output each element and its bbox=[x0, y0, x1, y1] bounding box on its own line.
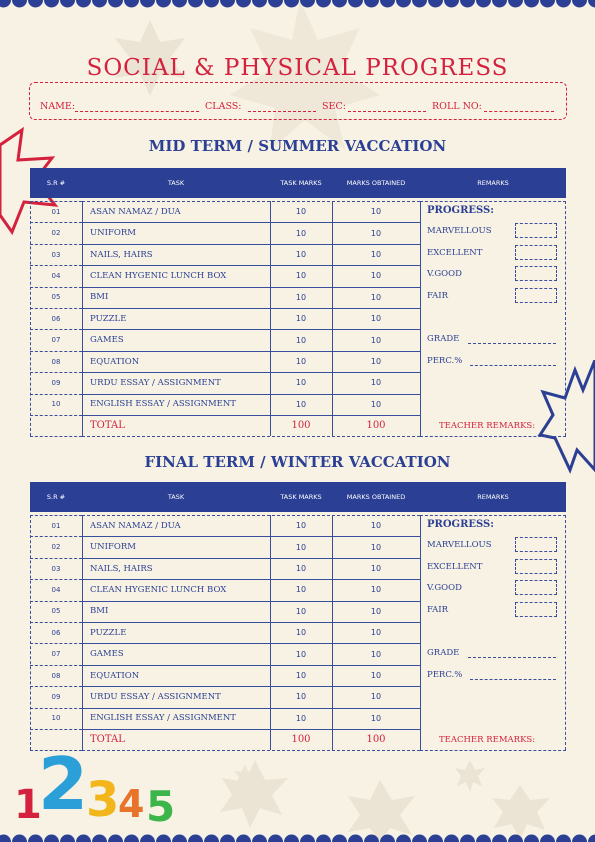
marks-obtained-cell: 10 bbox=[370, 250, 382, 260]
name-label: NAME: bbox=[40, 101, 76, 112]
task-cell: PUZZLE bbox=[90, 313, 127, 324]
task-cell: UNIFORM bbox=[90, 228, 136, 239]
sr-cell: 09 bbox=[51, 378, 61, 387]
teacher-remarks-label: TEACHER REMARKS: bbox=[439, 421, 536, 431]
progress-label: PROGRESS: bbox=[427, 519, 494, 530]
sr-cell: 05 bbox=[51, 607, 61, 616]
marvellous-checkbox[interactable] bbox=[515, 223, 557, 238]
vgood-checkbox[interactable] bbox=[515, 266, 557, 281]
roll-no-label: ROLL NO: bbox=[432, 101, 482, 112]
sr-cell: 02 bbox=[51, 543, 61, 552]
vgood-label: V.GOOD bbox=[427, 269, 462, 279]
task-marks-cell: 10 bbox=[295, 207, 307, 217]
task-cell: CLEAN HYGENIC LUNCH BOX bbox=[90, 270, 227, 281]
table-vertical-rule bbox=[420, 201, 421, 436]
task-cell: NAILS, HAIRS bbox=[90, 563, 153, 574]
task-cell: CLEAN HYGENIC LUNCH BOX bbox=[90, 584, 227, 595]
marks-obtained-cell: 10 bbox=[370, 713, 382, 723]
task-column-header: TASK bbox=[167, 493, 185, 501]
task-marks-cell: 10 bbox=[295, 521, 307, 531]
total-task-marks: 100 bbox=[291, 734, 311, 746]
excellent-label: EXCELLENT bbox=[427, 562, 483, 572]
task-cell: URDU ESSAY / ASSIGNMENT bbox=[90, 377, 221, 388]
total-marks-obtained: 100 bbox=[366, 420, 386, 432]
marks-obtained-cell: 10 bbox=[370, 521, 382, 531]
class-label: CLASS: bbox=[205, 101, 242, 112]
table-horizontal-rule bbox=[420, 750, 566, 751]
table-horizontal-rule bbox=[420, 201, 566, 202]
task-cell: ENGLISH ESSAY / ASSIGNMENT bbox=[90, 399, 236, 410]
table-row bbox=[30, 579, 420, 601]
task-cell: ASAN NAMAZ / DUA bbox=[90, 520, 181, 531]
marvellous-checkbox[interactable] bbox=[515, 537, 557, 552]
progress-table bbox=[30, 168, 566, 438]
sr-cell: 05 bbox=[51, 293, 61, 302]
table-vertical-rule bbox=[565, 515, 566, 750]
sr-cell: 08 bbox=[51, 671, 61, 680]
task-marks-cell: 10 bbox=[295, 314, 307, 324]
vgood-label: V.GOOD bbox=[427, 583, 462, 593]
grade-field[interactable] bbox=[468, 343, 556, 344]
table-horizontal-rule bbox=[82, 436, 420, 437]
section-heading: MID TERM / SUMMER VACCATION bbox=[148, 137, 447, 155]
sr-cell: 07 bbox=[51, 650, 61, 659]
task-column-header: TASK bbox=[167, 179, 185, 187]
fair-label: FAIR bbox=[427, 605, 449, 615]
table-row bbox=[30, 308, 420, 330]
marvellous-label: MARVELLOUS bbox=[427, 540, 492, 550]
task-cell: GAMES bbox=[90, 335, 124, 346]
task-marks-cell: 10 bbox=[295, 378, 307, 388]
table-row bbox=[30, 201, 420, 223]
progress-table bbox=[30, 482, 566, 752]
percentage-field[interactable] bbox=[470, 365, 556, 366]
task-cell: UNIFORM bbox=[90, 542, 136, 553]
task-marks-cell: 10 bbox=[295, 564, 307, 574]
grade-label: GRADE bbox=[427, 334, 460, 344]
table-row bbox=[30, 329, 420, 351]
marks-obtained-cell: 10 bbox=[370, 564, 382, 574]
table-row bbox=[30, 643, 420, 665]
total-label: TOTAL bbox=[90, 420, 125, 432]
top-scallop-border bbox=[0, 0, 595, 14]
task-marks-cell: 10 bbox=[295, 250, 307, 260]
total-marks-obtained: 100 bbox=[366, 734, 386, 746]
table-row bbox=[30, 601, 420, 623]
grade-label: GRADE bbox=[427, 648, 460, 658]
task-cell: ASAN NAMAZ / DUA bbox=[90, 206, 181, 217]
sr-column-header: S.R # bbox=[46, 493, 66, 501]
task-marks-column-header: TASK MARKS bbox=[280, 179, 322, 187]
percentage-label: PERC.% bbox=[427, 670, 463, 680]
total-row bbox=[30, 415, 420, 437]
table-row bbox=[30, 287, 420, 309]
task-marks-cell: 10 bbox=[295, 357, 307, 367]
page-title: SOCIAL & PHYSICAL PROGRESS bbox=[86, 55, 509, 82]
task-marks-cell: 10 bbox=[295, 542, 307, 552]
fair-label: FAIR bbox=[427, 291, 449, 301]
progress-label: PROGRESS: bbox=[427, 205, 494, 216]
marks-obtained-cell: 10 bbox=[370, 692, 382, 702]
table-row bbox=[30, 686, 420, 708]
marks-obtained-cell: 10 bbox=[370, 228, 382, 238]
table-row bbox=[30, 351, 420, 373]
number-3: 3 bbox=[86, 772, 120, 828]
sr-cell: 08 bbox=[51, 357, 61, 366]
table-horizontal-rule bbox=[420, 515, 566, 516]
marks-obtained-cell: 10 bbox=[370, 357, 382, 367]
class-field[interactable] bbox=[248, 111, 316, 112]
sr-cell: 10 bbox=[51, 400, 61, 409]
section-field[interactable] bbox=[348, 111, 426, 112]
marks-obtained-cell: 10 bbox=[370, 335, 382, 345]
marks-obtained-cell: 10 bbox=[370, 606, 382, 616]
table-vertical-rule bbox=[565, 201, 566, 436]
fair-checkbox[interactable] bbox=[515, 602, 557, 617]
section-heading: FINAL TERM / WINTER VACCATION bbox=[144, 453, 451, 471]
task-marks-cell: 10 bbox=[295, 606, 307, 616]
task-cell: URDU ESSAY / ASSIGNMENT bbox=[90, 691, 221, 702]
table-horizontal-rule bbox=[420, 436, 566, 437]
task-marks-cell: 10 bbox=[295, 628, 307, 638]
task-cell: ENGLISH ESSAY / ASSIGNMENT bbox=[90, 713, 236, 724]
teacher-remarks-label: TEACHER REMARKS: bbox=[439, 735, 536, 745]
sr-cell: 04 bbox=[51, 271, 61, 280]
vgood-checkbox[interactable] bbox=[515, 580, 557, 595]
table-header bbox=[30, 168, 566, 198]
marks-obtained-cell: 10 bbox=[370, 671, 382, 681]
marks-obtained-cell: 10 bbox=[370, 542, 382, 552]
task-marks-cell: 10 bbox=[295, 335, 307, 345]
marvellous-label: MARVELLOUS bbox=[427, 226, 492, 236]
percentage-field[interactable] bbox=[470, 679, 556, 680]
section-label: SEC: bbox=[322, 101, 346, 112]
table-vertical-rule bbox=[420, 515, 421, 750]
grade-field[interactable] bbox=[468, 657, 556, 658]
table-row bbox=[30, 558, 420, 580]
marks-obtained-cell: 10 bbox=[370, 207, 382, 217]
sr-cell: 06 bbox=[51, 628, 61, 637]
task-cell: BMI bbox=[90, 292, 109, 303]
task-marks-cell: 10 bbox=[295, 671, 307, 681]
marks-obtained-column-header: MARKS OBTAINED bbox=[346, 493, 406, 501]
marks-obtained-cell: 10 bbox=[370, 378, 382, 388]
table-row bbox=[30, 536, 420, 558]
table-row bbox=[30, 708, 420, 730]
task-marks-column-header: TASK MARKS bbox=[280, 493, 322, 501]
marks-obtained-cell: 10 bbox=[370, 314, 382, 324]
sr-cell: 10 bbox=[51, 714, 61, 723]
roll-no-field[interactable] bbox=[484, 111, 554, 112]
task-cell: EQUATION bbox=[90, 670, 140, 681]
sr-cell: 06 bbox=[51, 314, 61, 323]
task-marks-cell: 10 bbox=[295, 692, 307, 702]
sr-cell: 03 bbox=[51, 564, 61, 573]
table-row bbox=[30, 665, 420, 687]
task-cell: PUZZLE bbox=[90, 627, 127, 638]
sr-cell: 01 bbox=[51, 207, 61, 216]
marks-obtained-cell: 10 bbox=[370, 628, 382, 638]
remarks-column-header: REMARKS bbox=[477, 179, 509, 187]
marks-obtained-cell: 10 bbox=[370, 585, 382, 595]
task-cell: NAILS, HAIRS bbox=[90, 249, 153, 260]
fair-checkbox[interactable] bbox=[515, 288, 557, 303]
marks-obtained-cell: 10 bbox=[370, 292, 382, 302]
sr-cell: 04 bbox=[51, 585, 61, 594]
sr-column-header: S.R # bbox=[46, 179, 66, 187]
excellent-checkbox[interactable] bbox=[515, 245, 557, 260]
total-label: TOTAL bbox=[90, 734, 125, 746]
marks-obtained-cell: 10 bbox=[370, 399, 382, 409]
table-header bbox=[30, 482, 566, 512]
table-row bbox=[30, 515, 420, 537]
task-marks-cell: 10 bbox=[295, 271, 307, 281]
number-1: 1 bbox=[14, 782, 42, 828]
task-cell: GAMES bbox=[90, 649, 124, 660]
number-5: 5 bbox=[146, 782, 176, 831]
sr-cell: 02 bbox=[51, 229, 61, 238]
table-row bbox=[30, 265, 420, 287]
total-task-marks: 100 bbox=[291, 420, 311, 432]
table-row bbox=[30, 372, 420, 394]
student-info-box bbox=[29, 82, 567, 120]
task-marks-cell: 10 bbox=[295, 228, 307, 238]
marks-obtained-cell: 10 bbox=[370, 271, 382, 281]
task-marks-cell: 10 bbox=[295, 649, 307, 659]
table-row bbox=[30, 394, 420, 416]
excellent-label: EXCELLENT bbox=[427, 248, 483, 258]
task-marks-cell: 10 bbox=[295, 292, 307, 302]
task-cell: BMI bbox=[90, 606, 109, 617]
sr-cell: 07 bbox=[51, 336, 61, 345]
bottom-scallop-border bbox=[0, 828, 595, 842]
marks-obtained-cell: 10 bbox=[370, 649, 382, 659]
task-marks-cell: 10 bbox=[295, 585, 307, 595]
name-field[interactable] bbox=[75, 111, 199, 112]
remarks-column-header: REMARKS bbox=[477, 493, 509, 501]
marks-obtained-column-header: MARKS OBTAINED bbox=[346, 179, 406, 187]
sr-cell: 03 bbox=[51, 250, 61, 259]
excellent-checkbox[interactable] bbox=[515, 559, 557, 574]
percentage-label: PERC.% bbox=[427, 356, 463, 366]
table-row bbox=[30, 222, 420, 244]
sr-cell: 01 bbox=[51, 521, 61, 530]
sr-cell: 09 bbox=[51, 692, 61, 701]
table-row bbox=[30, 244, 420, 266]
task-marks-cell: 10 bbox=[295, 713, 307, 723]
task-marks-cell: 10 bbox=[295, 399, 307, 409]
number-2: 2 bbox=[38, 742, 89, 826]
table-row bbox=[30, 622, 420, 644]
decorative-numbers-logo bbox=[0, 740, 200, 830]
number-4: 4 bbox=[118, 782, 145, 826]
table-horizontal-rule bbox=[30, 436, 82, 437]
task-cell: EQUATION bbox=[90, 356, 140, 367]
